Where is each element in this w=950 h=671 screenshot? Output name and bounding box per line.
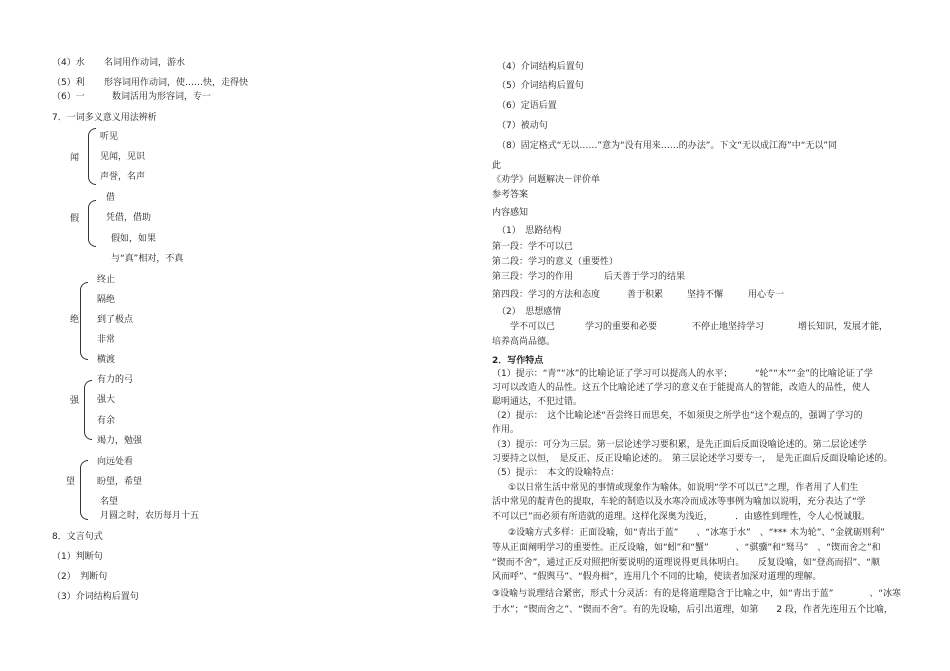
writing-line: （3）提示：可分为三层。第一层论述学习要积累，是先正面后反面设喻论述的。第二层论述学: [492, 440, 867, 450]
paragraph-extra: 用心专一: [748, 290, 785, 300]
thought-item: 不停止地坚持学习: [692, 322, 765, 332]
thought-title: （2） 思想感情: [497, 307, 562, 317]
sense: 隔绝: [97, 295, 116, 305]
writing-line: （1）提示：“青”“冰”的比喻论证了学习可以提高人的水平； “轮”“木”“金”的比喻论证了学: [492, 369, 873, 379]
sense: 声誉，名声: [100, 172, 146, 182]
thought-tail: 培养高尚品德。: [492, 337, 556, 347]
sense: 有力的弓: [97, 375, 134, 385]
thought-line: [510, 322, 889, 333]
list-item-yi: [52, 92, 212, 103]
word-jue: 绝: [70, 315, 80, 325]
sentence-type: （2） 判断句: [52, 572, 108, 582]
word-wen: 闻: [70, 153, 80, 163]
sense: 向远处看: [97, 457, 134, 467]
feature-line: 风而呼”、“假舆马”、“假舟楫”，连用几个不同的比喻，使读者加深对道理的理解。: [492, 572, 822, 582]
writing-line: （2）提示： 这个比喻论述“吾尝终日而思矣，不如须臾之所学也”这个观点的，强调了学习的: [492, 411, 863, 421]
sense: 借: [106, 193, 116, 203]
writing-line: 作用。: [492, 425, 520, 435]
sense: 名望: [100, 497, 119, 507]
writing-line: （5）提示： 本文的设喻特点：: [492, 468, 620, 478]
list-item: （8）固定格式“无以……”意为“没有用来……的办法”。下文“无以成江海”中“无以”同: [497, 141, 838, 151]
item-number: （6）一: [52, 92, 85, 102]
sense: 听见: [100, 132, 119, 142]
feature-line: 等从正面阐明学习的重要性。正反设喻，如“蚓”和“蟹” 、“骐骥”和“驽马” 、“锲而舍之”和: [492, 543, 881, 553]
list-item-shui: [52, 58, 186, 69]
item-number: （4）水: [52, 58, 85, 68]
list-item: （4）介词结构后置句: [497, 62, 584, 72]
brace: [80, 460, 88, 520]
word-jia: 假: [70, 214, 80, 224]
word-wang: 望: [66, 477, 76, 487]
list-item: （6）定语后置: [497, 101, 557, 111]
sense: 到了极点: [97, 315, 134, 325]
brace: [80, 282, 88, 360]
thought-item: 学不可以已: [510, 322, 556, 332]
paragraph-label: 第三段：学习的作用: [492, 272, 574, 282]
paragraph-extra: 善于积累: [627, 290, 664, 300]
item-desc: 数词活用为形容词，专一: [112, 92, 212, 102]
sense: 月圆之时，农历每月十五: [100, 511, 200, 521]
section-8-title: 8．文言句式: [52, 532, 103, 542]
writing-line: 习可以改造人的品性。这五个比喻论述了学习的意义在于能提高人的智能，改造人的品性，使人: [492, 383, 871, 393]
paragraph-extra: 坚持不懈: [687, 290, 724, 300]
feature-line: 不可以已”而必须有所造就的道理。这样化深奥为浅近， ．由感性到理性，令人心悦诚服。: [492, 512, 871, 522]
paragraph-line: 第一段：学不可以已: [492, 242, 574, 252]
feature-line: ①以日常生活中常见的事情或现象作为喻体。如说明“学不可以已”之理，作者用了人们生: [508, 483, 859, 493]
brace: [88, 200, 96, 247]
sentence-type: （1）判断句: [52, 552, 103, 562]
list-item-li: [52, 78, 249, 89]
thought-item: 增长知识，发展才能，: [798, 322, 889, 332]
continuation-text: 此: [492, 161, 502, 171]
item-number: （5）利: [52, 78, 85, 88]
paragraph-extra: 后天善于学习的结果: [604, 272, 686, 282]
sense: 盼望，希望: [97, 477, 143, 487]
sense: 强大: [97, 395, 116, 405]
sense: 凭借，借助: [106, 213, 152, 223]
sentence-type: （3）介词结构后置句: [52, 592, 139, 602]
structure-title: （1） 思路结构: [497, 226, 562, 236]
paragraph-line: [492, 272, 686, 283]
paragraph-line: 第二段：学习的意义（重要性）: [492, 257, 619, 267]
feature-line: 于水”；“锲而舍之”、“锲而不舍”。有的先设喻，后引出道理，如第 2 段，作者先连用五个比喻，: [492, 605, 893, 615]
sense: 横渡: [97, 355, 116, 365]
sense: 与“真”相对，不真: [111, 254, 184, 264]
feature-line: 活中常见的靛青色的提取，车轮的制造以及水寒冷而成冰等事例为喻加以说明，充分表达了“学: [492, 497, 866, 507]
list-item: （5）介词结构后置句: [497, 81, 584, 91]
content-title: 内容感知: [492, 208, 529, 218]
writing-line: 习要持之以恒， 是反正、反正设喻论述的。 第三层论述学习要专一， 是先正面后反面设喻论述的。: [492, 454, 893, 464]
item-desc: 名词用作动词，游水: [104, 58, 186, 68]
feature-line: ②设喻方式多样：正面设喻，如“青出于蓝” 、“冰寒于水” 、“*** 木为轮”、“金就砺则利”: [508, 528, 885, 538]
item-desc: 形容词用作动词，使……快，走得快: [104, 78, 249, 88]
feature-line: ③设喻与说理结合紧密，形式十分灵活：有的是将道理隐含于比喻之中，如“青出于蓝” 、“冰寒: [492, 589, 902, 599]
section-7-title: 7．一词多义意义用法辨析: [52, 113, 157, 123]
writing-line: 聪明通达，不犯过错。: [492, 397, 583, 407]
sense: 终止: [97, 275, 116, 285]
paragraph-line: [492, 290, 785, 301]
sense: 非常: [97, 335, 116, 345]
answer-title: 参考答案: [492, 190, 529, 200]
sense: 竭力，勉强: [97, 436, 143, 446]
brace: [88, 128, 96, 185]
worksheet-title: 《劝学》问题解决－评价单: [492, 175, 601, 185]
paragraph-label: 第四段：学习的方法和态度: [492, 290, 601, 300]
thought-item: 学习的重要和必要: [585, 322, 658, 332]
section-2-title: 2．写作特点: [492, 356, 544, 366]
brace: [84, 380, 92, 440]
word-qiang: 强: [70, 396, 80, 406]
sense: 有余: [97, 416, 116, 426]
sense: 见闻，见识: [100, 152, 146, 162]
sense: 假如，如果: [111, 234, 157, 244]
list-item: （7）被动句: [497, 121, 548, 131]
feature-line: “锲而不舍”，通过正反对照把所要说明的道理说得更具体明白。 反复设喻，如“登高而招”、“顺: [492, 558, 880, 568]
